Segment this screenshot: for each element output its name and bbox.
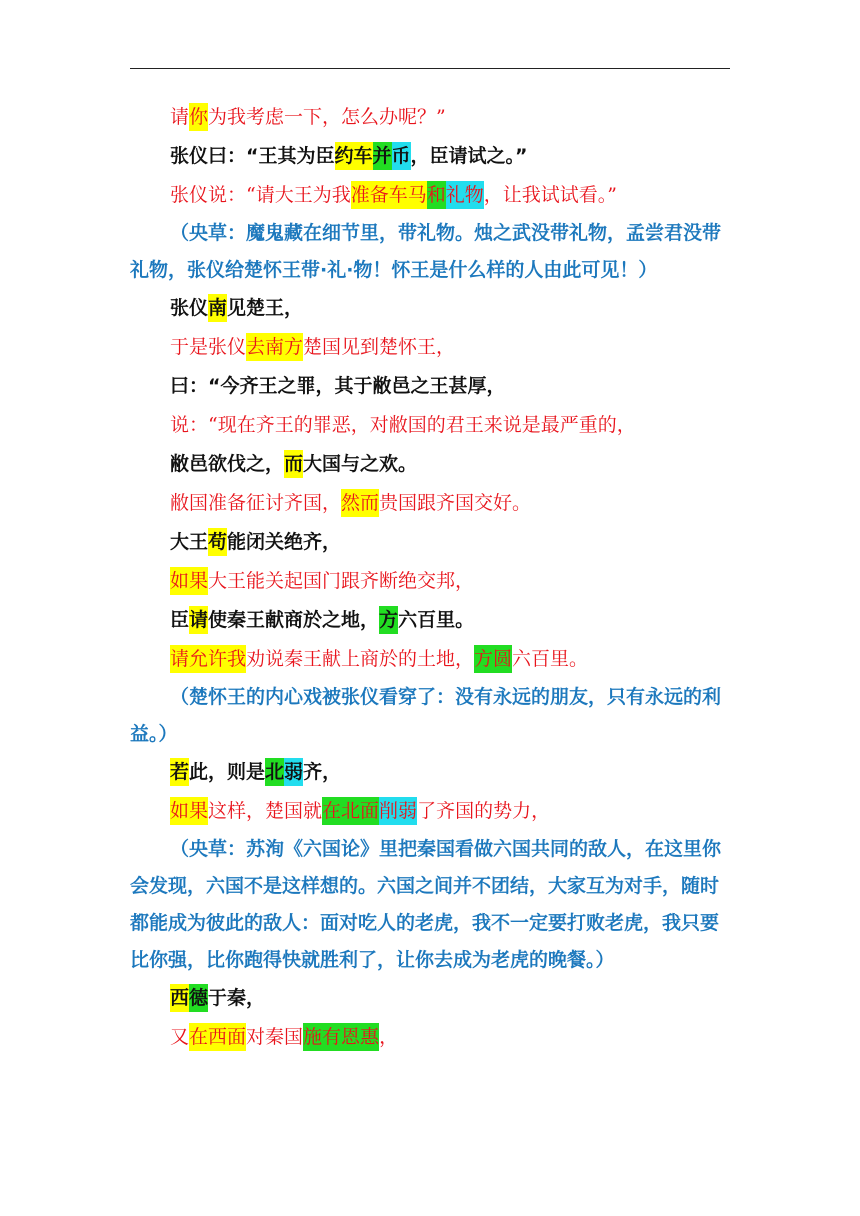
- translation-line: [130, 328, 734, 367]
- document-body: [130, 98, 734, 1057]
- text-segment: 臣: [170, 609, 190, 631]
- translation-line: [130, 176, 734, 215]
- highlighted-phrase: 然而: [341, 489, 379, 517]
- text-segment: 楚国见到楚怀王，: [303, 336, 456, 358]
- highlighted-phrase: 削弱: [379, 797, 417, 825]
- original-text-line: [130, 523, 734, 562]
- text-segment: 此，则是: [189, 761, 266, 783]
- text-segment: ，让我试试看。”: [483, 184, 617, 206]
- highlighted-phrase: 方圆: [474, 645, 512, 673]
- translation-line: [130, 562, 734, 601]
- text-segment: 请: [170, 106, 190, 128]
- highlighted-phrase: 德: [189, 984, 208, 1012]
- original-text-line: [130, 367, 734, 406]
- text-segment: 大王能关起国门跟齐断绝交邦，: [208, 570, 475, 592]
- highlighted-phrase: 请: [189, 606, 208, 634]
- text-segment: 敝邑欲伐之，: [170, 453, 285, 475]
- highlighted-phrase: 施有恩惠: [303, 1023, 379, 1051]
- text-segment: 使秦王献商於之地，: [208, 609, 380, 631]
- text-segment: 张仪: [170, 297, 209, 319]
- highlighted-phrase: 而: [284, 450, 303, 478]
- commentary-text: （楚怀王的内心戏被张仪看穿了：没有永远的朋友，只有永远的利益。）: [130, 686, 722, 745]
- text-segment: 又: [170, 1026, 190, 1048]
- text-segment: 张仪曰：“王其为臣: [170, 145, 335, 167]
- highlighted-phrase: 如果: [170, 797, 208, 825]
- text-segment: 见楚王，: [227, 297, 304, 319]
- highlighted-phrase: 方: [379, 606, 398, 634]
- translation-line: [130, 98, 734, 137]
- commentary-text: （央草：魔鬼藏在细节里，带礼物。烛之武没带礼物，孟尝君没带礼物，张仪给楚怀王带·礼·物！怀王是什么样的人由此可见！）: [130, 222, 722, 281]
- text-segment: 为我考虑一下，怎么办呢？”: [208, 106, 446, 128]
- text-segment: 六百里。: [398, 609, 475, 631]
- highlighted-phrase: 币: [392, 142, 411, 170]
- highlighted-phrase: 在西面: [189, 1023, 246, 1051]
- text-segment: 敝国准备征讨齐国，: [170, 492, 342, 514]
- commentary-note: [130, 679, 734, 753]
- commentary-note: [130, 831, 734, 979]
- translation-line: [130, 484, 734, 523]
- original-text-line: [130, 137, 734, 176]
- text-segment: 这样，楚国就: [208, 800, 323, 822]
- highlighted-phrase: 苟: [208, 528, 227, 556]
- original-text-line: [130, 753, 734, 792]
- highlighted-phrase: 约车: [335, 142, 373, 170]
- text-segment: ，: [379, 1026, 399, 1048]
- translation-line: [130, 406, 734, 445]
- original-text-line: [130, 289, 734, 328]
- text-segment: 张仪说：“请大王为我: [170, 184, 351, 206]
- text-segment: 贵国跟齐国交好。: [379, 492, 532, 514]
- highlighted-phrase: 和: [427, 181, 446, 209]
- commentary-text: （央草：苏洵《六国论》里把秦国看做六国共同的敌人，在这里你会发现，六国不是这样想的。六国之间并不团结，大家互为对手，随时都能成为彼此的敌人：面对吃人的老虎，我不一定要打败老虎，我只要比你强，比你跑得快就胜利了，让你去成为老虎的晚餐。）: [130, 838, 722, 971]
- text-segment: 于是张仪: [170, 336, 247, 358]
- text-segment: 于秦，: [208, 987, 266, 1009]
- highlighted-phrase: 北: [265, 758, 284, 786]
- text-segment: 齐，: [303, 761, 342, 783]
- highlighted-phrase: 礼物: [446, 181, 484, 209]
- text-segment: 六百里。: [512, 648, 589, 670]
- text-segment: 了齐国的势力，: [417, 800, 551, 822]
- highlighted-phrase: 弱: [284, 758, 303, 786]
- original-text-line: [130, 445, 734, 484]
- commentary-note: [130, 215, 734, 289]
- text-segment: 对秦国: [246, 1026, 304, 1048]
- highlighted-phrase: 并: [373, 142, 392, 170]
- text-segment: 能闭关绝齐，: [227, 531, 342, 553]
- highlighted-phrase: 西: [170, 984, 189, 1012]
- text-segment: 大王: [170, 531, 209, 553]
- highlighted-phrase: 你: [189, 103, 208, 131]
- highlighted-phrase: 如果: [170, 567, 208, 595]
- text-segment: 说：“现在齐王的罪恶，对敝国的君王来说是最严重的，: [170, 414, 636, 436]
- original-text-line: [130, 979, 734, 1018]
- translation-line: [130, 640, 734, 679]
- highlighted-phrase: 去南方: [246, 333, 303, 361]
- translation-line: [130, 792, 734, 831]
- header-rule: [130, 68, 730, 69]
- text-segment: 大国与之欢。: [303, 453, 418, 475]
- highlighted-phrase: 若: [170, 758, 189, 786]
- text-segment: ，臣请试之。”: [410, 145, 528, 167]
- text-segment: 曰：“今齐王之罪，其于敝邑之王甚厚，: [170, 375, 506, 397]
- highlighted-phrase: 南: [208, 294, 227, 322]
- translation-line: [130, 1018, 734, 1057]
- highlighted-phrase: 准备车马: [351, 181, 427, 209]
- highlighted-phrase: 请允许我: [170, 645, 246, 673]
- text-segment: 劝说秦王献上商於的土地，: [246, 648, 475, 670]
- original-text-line: [130, 601, 734, 640]
- highlighted-phrase: 在北面: [322, 797, 379, 825]
